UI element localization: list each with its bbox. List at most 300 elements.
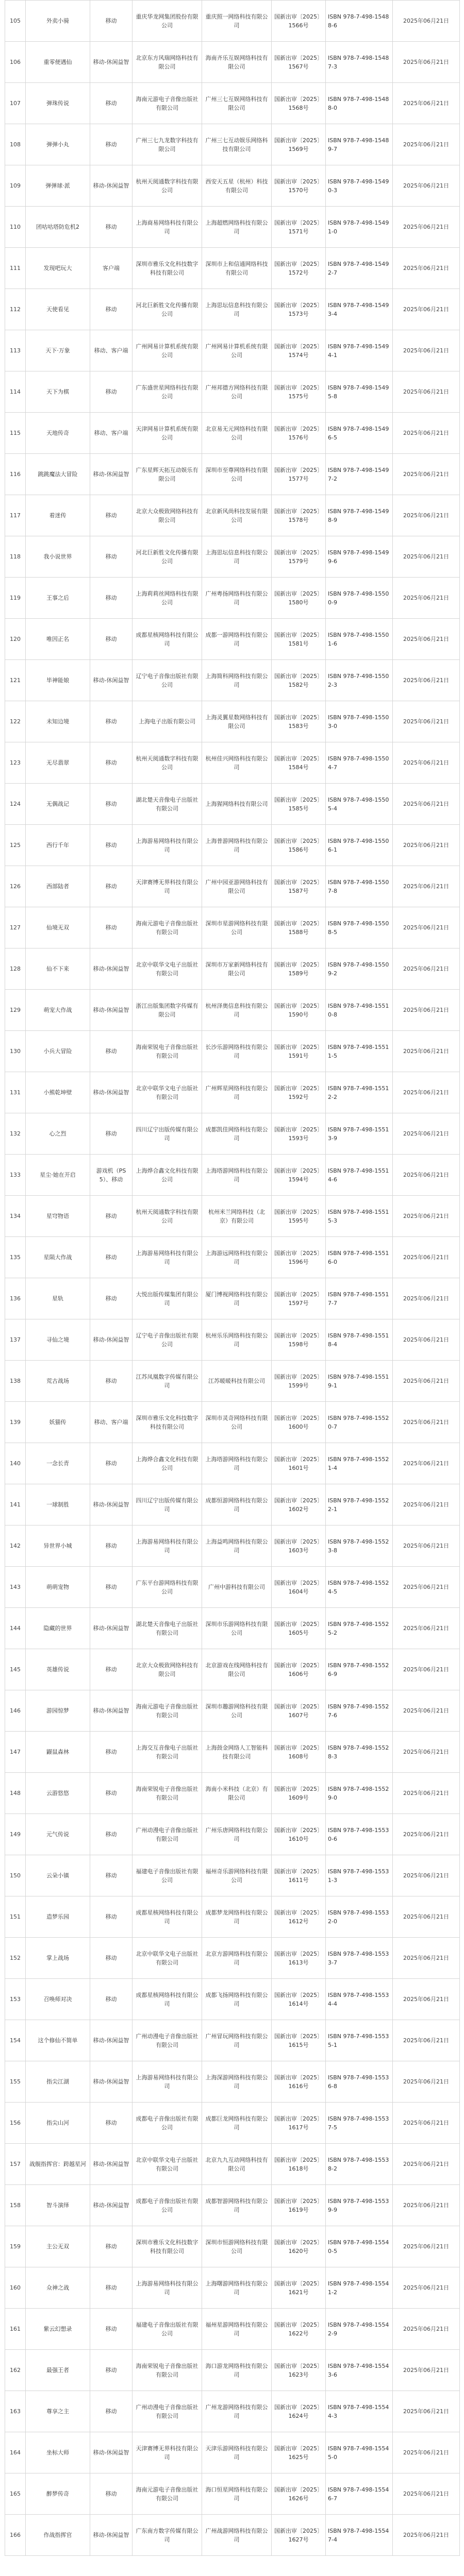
isbn-number: ISBN 978-7-498-15498-9 [326, 495, 393, 536]
game-type: 移动 [90, 495, 132, 536]
game-name: 荒古战场 [26, 1361, 90, 1402]
approval-number: 国新出审〔2025〕1614号 [272, 1979, 326, 2020]
isbn-number: ISBN 978-7-498-15537-5 [326, 2103, 393, 2144]
publisher-name: 上海游易网络科技有限公司 [132, 825, 202, 866]
isbn-number: ISBN 978-7-498-15523-8 [326, 1526, 393, 1567]
row-number: 119 [5, 578, 26, 619]
row-number: 158 [5, 2185, 26, 2226]
row-number: 154 [5, 2020, 26, 2061]
approval-date: 2025年06月21日 [393, 1361, 460, 1402]
approval-number: 国新出审〔2025〕1604号 [272, 1567, 326, 1608]
approval-number: 国新出审〔2025〕1596号 [272, 1237, 326, 1278]
operator-name: 上海益鸣网络科技有限公司 [202, 1526, 272, 1567]
game-type: 移动 [90, 1896, 132, 1938]
row-number: 129 [5, 990, 26, 1031]
row-number: 116 [5, 454, 26, 495]
approval-date: 2025年06月21日 [393, 2309, 460, 2350]
table-row [5, 2020, 460, 2061]
operator-name: 北京新风尚科技发展有限公司 [202, 495, 272, 536]
row-number: 127 [5, 907, 26, 948]
approval-date: 2025年06月21日 [393, 165, 460, 207]
approval-number: 国新出审〔2025〕1590号 [272, 990, 326, 1031]
game-type: 移动-休闲益智 [90, 1072, 132, 1113]
operator-name: 深圳市上和信通网络科技有限公司 [202, 248, 272, 289]
approval-date: 2025年06月21日 [393, 948, 460, 990]
isbn-number: ISBN 978-7-498-15512-2 [326, 1072, 393, 1113]
publisher-name: 海南荣锐电子音像出版社有限公司 [132, 1031, 202, 1072]
row-number: 143 [5, 1567, 26, 1608]
game-name: 战舰指挥官：跨越星河 [26, 2144, 90, 2185]
game-type: 移动-休闲益智 [90, 2515, 132, 2556]
game-type: 移动 [90, 619, 132, 660]
isbn-number: ISBN 978-7-498-15541-2 [326, 2267, 393, 2309]
game-type: 移动 [90, 1443, 132, 1484]
approval-number: 国新出审〔2025〕1615号 [272, 2020, 326, 2061]
approval-date: 2025年06月21日 [393, 248, 460, 289]
operator-name: 成都智游网络科技有限公司 [202, 2185, 272, 2226]
isbn-number: ISBN 978-7-498-15547-4 [326, 2515, 393, 2556]
table-row [5, 454, 460, 495]
game-name: 重零便遇仙 [26, 42, 90, 83]
game-type: 移动 [90, 83, 132, 124]
row-number: 122 [5, 701, 26, 742]
game-type: 移动 [90, 825, 132, 866]
game-name: 星穹物语 [26, 1196, 90, 1237]
approval-number: 国新出审〔2025〕1593号 [272, 1113, 326, 1155]
publisher-name: 福建电子音像出版社有限公司 [132, 2309, 202, 2350]
approval-date: 2025年06月21日 [393, 1649, 460, 1690]
game-type: 移动、客户端 [90, 1402, 132, 1443]
approval-number: 国新出审〔2025〕1586号 [272, 825, 326, 866]
game-name: 坐标大师 [26, 2432, 90, 2473]
game-type: 移动 [90, 1732, 132, 1773]
game-name: 主公无双 [26, 2226, 90, 2267]
isbn-number: ISBN 978-7-498-15508-5 [326, 907, 393, 948]
isbn-number: ISBN 978-7-498-15531-3 [326, 1855, 393, 1896]
operator-name: 江苏暖暖科技有限公司 [202, 1361, 272, 1402]
approval-number: 国新出审〔2025〕1599号 [272, 1361, 326, 1402]
approval-number: 国新出审〔2025〕1595号 [272, 1196, 326, 1237]
approval-date: 2025年06月21日 [393, 578, 460, 619]
approval-date: 2025年06月21日 [393, 454, 460, 495]
approval-number: 国新出审〔2025〕1570号 [272, 165, 326, 207]
game-type: 移动 [90, 1196, 132, 1237]
isbn-number: ISBN 978-7-498-15503-0 [326, 701, 393, 742]
approval-date: 2025年06月21日 [393, 1113, 460, 1155]
game-name: 弹弹球·派 [26, 165, 90, 207]
table-row [5, 1361, 460, 1402]
isbn-number: ISBN 978-7-498-15519-1 [326, 1361, 393, 1402]
row-number: 131 [5, 1072, 26, 1113]
approval-date: 2025年06月21日 [393, 124, 460, 165]
publisher-name: 海南元游电子音像出版社有限公司 [132, 83, 202, 124]
isbn-number: ISBN 978-7-498-15542-9 [326, 2309, 393, 2350]
table-row [5, 742, 460, 784]
row-number: 107 [5, 83, 26, 124]
game-name: 小兵大冒险 [26, 1031, 90, 1072]
row-number: 111 [5, 248, 26, 289]
approval-number: 国新出审〔2025〕1591号 [272, 1031, 326, 1072]
approval-date: 2025年06月21日 [393, 2144, 460, 2185]
approval-number: 国新出审〔2025〕1611号 [272, 1855, 326, 1896]
row-number: 144 [5, 1608, 26, 1649]
table-row [5, 413, 460, 454]
table-row [5, 1567, 460, 1608]
approval-number: 国新出审〔2025〕1606号 [272, 1649, 326, 1690]
approval-date: 2025年06月21日 [393, 784, 460, 825]
isbn-number: ISBN 978-7-498-15520-7 [326, 1402, 393, 1443]
approval-number: 国新出审〔2025〕1627号 [272, 2515, 326, 2556]
game-name: 英雄传说 [26, 1649, 90, 1690]
game-type: 移动 [90, 2103, 132, 2144]
row-number: 124 [5, 784, 26, 825]
table-row [5, 1, 460, 42]
isbn-number: ISBN 978-7-498-15532-0 [326, 1896, 393, 1938]
table-row [5, 495, 460, 536]
publisher-name: 天津赛博无界科技有限公司 [132, 2432, 202, 2473]
operator-name: 杭州佳兴网络科技有限公司 [202, 742, 272, 784]
operator-name: 北京易无元网络科技有限公司 [202, 413, 272, 454]
row-number: 110 [5, 207, 26, 248]
approval-date: 2025年06月21日 [393, 1484, 460, 1526]
game-name: 指尖江湖 [26, 2061, 90, 2103]
game-name: 心之烈 [26, 1113, 90, 1155]
game-name: 西部陆者 [26, 866, 90, 907]
game-name: 西行千年 [26, 825, 90, 866]
game-name: 醉梦传奇 [26, 2473, 90, 2515]
approval-date: 2025年06月21日 [393, 2103, 460, 2144]
operator-name: 上海灵翼星数网络科技有限公司 [202, 701, 272, 742]
approval-date: 2025年06月21日 [393, 701, 460, 742]
table-body [5, 1, 460, 2556]
publisher-name: 广州三七九龙数字科技有限公司 [132, 124, 202, 165]
approval-date: 2025年06月21日 [393, 1278, 460, 1319]
approval-number: 国新出审〔2025〕1619号 [272, 2185, 326, 2226]
operator-name: 天津乐游网络科技有限公司 [202, 2432, 272, 2473]
isbn-number: ISBN 978-7-498-15530-6 [326, 1814, 393, 1855]
publisher-name: 上海烨合鑫文化科技有限公司 [132, 1155, 202, 1196]
isbn-number: ISBN 978-7-498-15492-7 [326, 248, 393, 289]
row-number: 112 [5, 289, 26, 330]
table-row [5, 1237, 460, 1278]
game-type: 移动-休闲益智 [90, 165, 132, 207]
table-row [5, 1526, 460, 1567]
operator-name: 成都巨龙网络科技有限公司 [202, 2103, 272, 2144]
approval-date: 2025年06月21日 [393, 1567, 460, 1608]
game-name: 指尖山河 [26, 2103, 90, 2144]
approval-number: 国新出审〔2025〕1566号 [272, 1, 326, 42]
game-name: 外卖小骑 [26, 1, 90, 42]
publisher-name: 北京大众极致网络科技有限公司 [132, 495, 202, 536]
publisher-name: 广东盛世星网络科技有限公司 [132, 371, 202, 413]
game-type: 移动-休闲益智 [90, 2144, 132, 2185]
game-type: 移动 [90, 907, 132, 948]
operator-name: 北京九九互动网络科技有限公司 [202, 2144, 272, 2185]
row-number: 106 [5, 42, 26, 83]
operator-name: 深圳市至尊网络科技有限公司 [202, 454, 272, 495]
approval-number: 国新出审〔2025〕1592号 [272, 1072, 326, 1113]
isbn-number: ISBN 978-7-498-15538-2 [326, 2144, 393, 2185]
operator-name: 广州龙游网络科技有限公司 [202, 2391, 272, 2432]
game-name: 星陨大作战 [26, 1237, 90, 1278]
isbn-number: ISBN 978-7-498-15516-0 [326, 1237, 393, 1278]
row-number: 132 [5, 1113, 26, 1155]
isbn-number: ISBN 978-7-498-15509-2 [326, 948, 393, 990]
game-name: 造梦乐园 [26, 1896, 90, 1938]
table-row [5, 1732, 460, 1773]
game-type: 移动 [90, 578, 132, 619]
publisher-name: 辽宁电子音像出版社有限公司 [132, 660, 202, 701]
game-type: 移动 [90, 1278, 132, 1319]
table-row [5, 660, 460, 701]
operator-name: 福州奇乐游网络科技有限公司 [202, 1855, 272, 1896]
approval-date: 2025年06月21日 [393, 1690, 460, 1732]
approval-date: 2025年06月21日 [393, 866, 460, 907]
isbn-number: ISBN 978-7-498-15487-3 [326, 42, 393, 83]
approval-number: 国新出审〔2025〕1583号 [272, 701, 326, 742]
publisher-name: 北京中联华文电子出版社有限公司 [132, 1938, 202, 1979]
publisher-name: 北京大众极致网络科技有限公司 [132, 1649, 202, 1690]
operator-name: 广州辉星网络科技有限公司 [202, 1072, 272, 1113]
game-type: 游戏机（PS5）、移动 [90, 1155, 132, 1196]
game-name: 云游悠悠 [26, 1773, 90, 1814]
table-row [5, 948, 460, 990]
game-type: 移动 [90, 371, 132, 413]
operator-name: 杭州米兰网络科技（北京）有限公司 [202, 1196, 272, 1237]
publisher-name: 成都星核网络科技有限公司 [132, 1896, 202, 1938]
game-type: 移动 [90, 1237, 132, 1278]
approval-number: 国新出审〔2025〕1581号 [272, 619, 326, 660]
publisher-name: 上海莉莉丝网络科技有限公司 [132, 578, 202, 619]
publisher-name: 重庆华龙网集团股份有限公司 [132, 1, 202, 42]
isbn-number: ISBN 978-7-498-15543-6 [326, 2350, 393, 2391]
game-name: 天地传奇 [26, 413, 90, 454]
game-name: 掌上战场 [26, 1938, 90, 1979]
approval-number: 国新出审〔2025〕1574号 [272, 330, 326, 371]
isbn-number: ISBN 978-7-498-15511-5 [326, 1031, 393, 1072]
game-type: 客户端 [90, 248, 132, 289]
approval-number: 国新出审〔2025〕1579号 [272, 536, 326, 578]
operator-name: 上海曙游网络科技有限公司 [202, 2267, 272, 2309]
approval-date: 2025年06月21日 [393, 1237, 460, 1278]
isbn-number: ISBN 978-7-498-15515-3 [326, 1196, 393, 1237]
row-number: 165 [5, 2473, 26, 2515]
row-number: 139 [5, 1402, 26, 1443]
operator-name: 上海简科网络科技有限公司 [202, 660, 272, 701]
row-number: 166 [5, 2515, 26, 2556]
isbn-number: ISBN 978-7-498-15493-4 [326, 289, 393, 330]
approval-number: 国新出审〔2025〕1598号 [272, 1319, 326, 1361]
isbn-number: ISBN 978-7-498-15546-7 [326, 2473, 393, 2515]
approval-date: 2025年06月21日 [393, 1732, 460, 1773]
approval-date: 2025年06月21日 [393, 2391, 460, 2432]
publisher-name: 杭州天阅通数字科技有限公司 [132, 1196, 202, 1237]
publisher-name: 上海游易网络科技有限公司 [132, 1526, 202, 1567]
row-number: 162 [5, 2350, 26, 2391]
table-row [5, 371, 460, 413]
approval-date: 2025年06月21日 [393, 495, 460, 536]
row-number: 117 [5, 495, 26, 536]
approval-number: 国新出审〔2025〕1608号 [272, 1732, 326, 1773]
isbn-number: ISBN 978-7-498-15499-6 [326, 536, 393, 578]
game-type: 移动 [90, 2350, 132, 2391]
table-row [5, 42, 460, 83]
isbn-number: ISBN 978-7-498-15488-0 [326, 83, 393, 124]
table-row [5, 619, 460, 660]
isbn-number: ISBN 978-7-498-15539-9 [326, 2185, 393, 2226]
isbn-number: ISBN 978-7-498-15525-2 [326, 1608, 393, 1649]
table-row [5, 330, 460, 371]
game-name: 紫云幻想录 [26, 2309, 90, 2350]
approval-date: 2025年06月21日 [393, 1608, 460, 1649]
approval-number: 国新出审〔2025〕1602号 [272, 1484, 326, 1526]
isbn-number: ISBN 978-7-498-15528-3 [326, 1732, 393, 1773]
game-name: 星尘·她在开启 [26, 1155, 90, 1196]
operator-name: 深圳市趣游网络科技有限公司 [202, 1690, 272, 1732]
isbn-number: ISBN 978-7-498-15504-7 [326, 742, 393, 784]
game-name: 未知边境 [26, 701, 90, 742]
publisher-name: 广东平台游网络科技有限公司 [132, 1567, 202, 1608]
approval-date: 2025年06月21日 [393, 1979, 460, 2020]
approval-number: 国新出审〔2025〕1605号 [272, 1608, 326, 1649]
publisher-name: 广州网易计算机系统有限公司 [132, 330, 202, 371]
approval-date: 2025年06月21日 [393, 1072, 460, 1113]
publisher-name: 杭州天阅通数字科技有限公司 [132, 742, 202, 784]
table-row [5, 1814, 460, 1855]
approval-number: 国新出审〔2025〕1620号 [272, 2226, 326, 2267]
table-row [5, 2515, 460, 2556]
approval-date: 2025年06月21日 [393, 1938, 460, 1979]
approval-number: 国新出审〔2025〕1600号 [272, 1402, 326, 1443]
isbn-number: ISBN 978-7-498-15545-0 [326, 2432, 393, 2473]
publisher-name: 成都电子音像出版社有限公司 [132, 2185, 202, 2226]
game-name: 众神之战 [26, 2267, 90, 2309]
table-row [5, 2350, 460, 2391]
operator-name: 重庆照一网络科技有限公司 [202, 1, 272, 42]
isbn-number: ISBN 978-7-498-15517-7 [326, 1278, 393, 1319]
row-number: 123 [5, 742, 26, 784]
publisher-name: 上海烨合鑫文化科技有限公司 [132, 1443, 202, 1484]
approval-date: 2025年06月21日 [393, 2515, 460, 2556]
game-type: 移动 [90, 2226, 132, 2267]
operator-name: 成都凯佳网络科技有限公司 [202, 1113, 272, 1155]
isbn-number: ISBN 978-7-498-15510-8 [326, 990, 393, 1031]
isbn-number: ISBN 978-7-498-15540-5 [326, 2226, 393, 2267]
isbn-number: ISBN 978-7-498-15501-6 [326, 619, 393, 660]
row-number: 115 [5, 413, 26, 454]
approval-number: 国新出审〔2025〕1573号 [272, 289, 326, 330]
game-type: 移动 [90, 1773, 132, 1814]
row-number: 113 [5, 330, 26, 371]
publisher-name: 四川辽宁出版传媒有限公司 [132, 1484, 202, 1526]
table-row [5, 825, 460, 866]
table-row [5, 1855, 460, 1896]
game-type: 移动 [90, 2391, 132, 2432]
publisher-name: 广东南方数字传媒有限公司 [132, 2515, 202, 2556]
approval-date: 2025年06月21日 [393, 1031, 460, 1072]
approval-number: 国新出审〔2025〕1571号 [272, 207, 326, 248]
operator-name: 广州三七互娱网络科技有限公司 [202, 83, 272, 124]
approval-date: 2025年06月21日 [393, 2473, 460, 2515]
row-number: 151 [5, 1896, 26, 1938]
game-name: 一球制胜 [26, 1484, 90, 1526]
row-number: 120 [5, 619, 26, 660]
isbn-number: ISBN 978-7-498-15533-7 [326, 1938, 393, 1979]
approval-date: 2025年06月21日 [393, 207, 460, 248]
operator-name: 长沙乐游网络科技有限公司 [202, 1031, 272, 1072]
row-number: 114 [5, 371, 26, 413]
table-row [5, 1938, 460, 1979]
approval-date: 2025年06月21日 [393, 907, 460, 948]
row-number: 148 [5, 1773, 26, 1814]
isbn-number: ISBN 978-7-498-15497-2 [326, 454, 393, 495]
row-number: 146 [5, 1690, 26, 1732]
approval-date: 2025年06月21日 [393, 2020, 460, 2061]
operator-name: 广州乐唐网络科技有限公司 [202, 1814, 272, 1855]
table-row [5, 1608, 460, 1649]
row-number: 137 [5, 1319, 26, 1361]
approval-date: 2025年06月21日 [393, 1319, 460, 1361]
approval-number: 国新出审〔2025〕1576号 [272, 413, 326, 454]
publisher-name: 杭州天阅通数字科技有限公司 [132, 165, 202, 207]
row-number: 163 [5, 2391, 26, 2432]
table-row [5, 1896, 460, 1938]
operator-name: 广州战游网络科技有限公司 [202, 2515, 272, 2556]
operator-name: 深圳市星游网络科技有限公司 [202, 907, 272, 948]
game-type: 移动 [90, 1526, 132, 1567]
table-row [5, 2144, 460, 2185]
publisher-name: 上海电子出版有限公司 [132, 701, 202, 742]
game-name: 弹弹小丸 [26, 124, 90, 165]
game-type: 移动 [90, 289, 132, 330]
table-row [5, 701, 460, 742]
game-type: 移动 [90, 784, 132, 825]
isbn-number: ISBN 978-7-498-15507-8 [326, 866, 393, 907]
row-number: 133 [5, 1155, 26, 1196]
game-type: 移动-休闲益智 [90, 2020, 132, 2061]
publisher-name: 河北巨新胜文化传播有限公司 [132, 289, 202, 330]
approval-number: 国新出审〔2025〕1609号 [272, 1773, 326, 1814]
table-row [5, 1690, 460, 1732]
game-name: 异世界小城 [26, 1526, 90, 1567]
game-type: 移动-休闲益智 [90, 1319, 132, 1361]
approval-date: 2025年06月21日 [393, 42, 460, 83]
operator-name: 西安天五星（杭州）科技有限公司 [202, 165, 272, 207]
game-name: 仙不下来 [26, 948, 90, 990]
approval-date: 2025年06月21日 [393, 1773, 460, 1814]
operator-name: 海口恒星网络科技有限公司 [202, 2473, 272, 2515]
approval-date: 2025年06月21日 [393, 2061, 460, 2103]
approval-number: 国新出审〔2025〕1575号 [272, 371, 326, 413]
game-type: 移动 [90, 742, 132, 784]
game-name: 我小说世界 [26, 536, 90, 578]
row-number: 118 [5, 536, 26, 578]
game-name: 王事之后 [26, 578, 90, 619]
game-type: 移动-休闲益智 [90, 1690, 132, 1732]
publisher-name: 上海游易网络科技有限公司 [132, 2061, 202, 2103]
row-number: 140 [5, 1443, 26, 1484]
approval-number: 国新出审〔2025〕1625号 [272, 2432, 326, 2473]
game-name: 弹珠传说 [26, 83, 90, 124]
publisher-name: 海南荣锐电子音像出版社有限公司 [132, 2350, 202, 2391]
approval-number: 国新出审〔2025〕1567号 [272, 42, 326, 83]
publisher-name: 海南元游电子音像出版社有限公司 [132, 907, 202, 948]
game-type: 移动-休闲益智 [90, 42, 132, 83]
isbn-number: ISBN 978-7-498-15521-4 [326, 1443, 393, 1484]
row-number: 121 [5, 660, 26, 701]
game-approval-table [5, 0, 460, 2556]
table-row [5, 2103, 460, 2144]
